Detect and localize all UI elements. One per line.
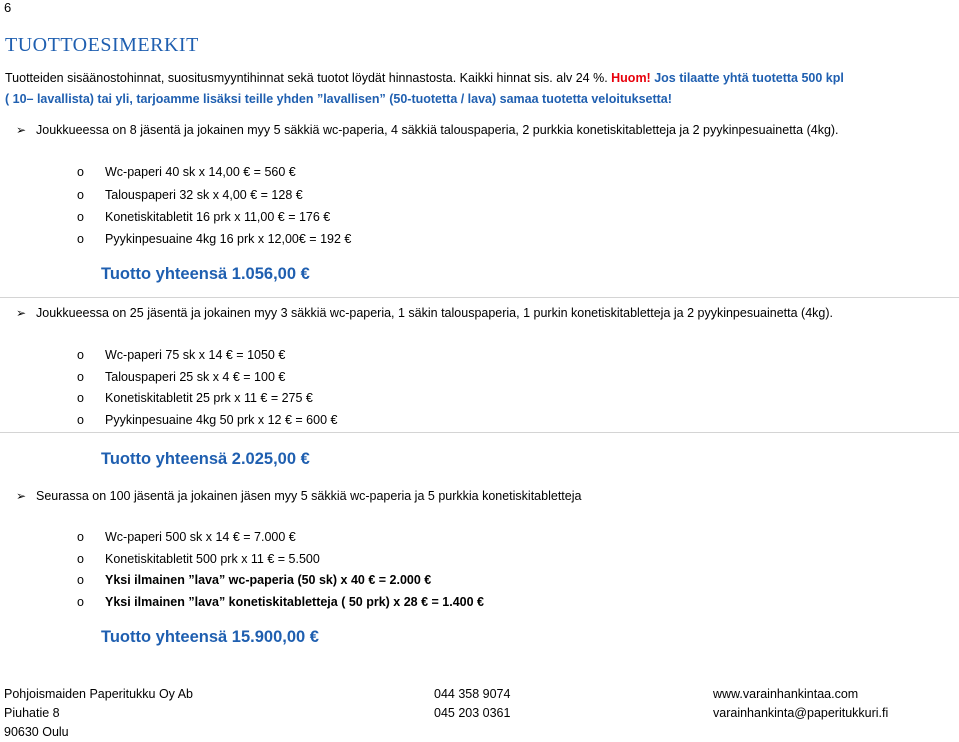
example-1-description: Joukkueessa on 8 jäsentä ja jokainen myy 5 säkkiä wc-paperia, 4 säkkiä talouspaperia, 2 purkkia konetiskitabletteja ja 2 pyykinpesuainetta (4kg). bbox=[36, 123, 839, 137]
circle-bullet-icon: o bbox=[77, 552, 84, 566]
page-title: TUOTTOESIMERKIT bbox=[5, 34, 199, 56]
circle-bullet-icon: o bbox=[77, 391, 84, 405]
intro-text: Tuotteiden sisäänostohinnat, suositusmyyntihinnat sekä tuotot löydät hinnastosta. Kaikki hinnat sis. alv 24 %. bbox=[5, 71, 612, 85]
phone-number[interactable]: 045 203 0361 bbox=[434, 706, 511, 720]
arrow-bullet-icon: ➢ bbox=[16, 489, 27, 503]
list-item: o Yksi ilmainen ”lava” wc-paperia (50 sk) x 40 € = 2.000 € bbox=[0, 573, 431, 587]
footer-phones bbox=[434, 685, 510, 723]
website-link[interactable]: www.varainhankintaa.com bbox=[713, 687, 859, 701]
list-item: o Konetiskitabletit 25 prk x 11 € = 275 € bbox=[0, 391, 313, 405]
circle-bullet-icon: o bbox=[77, 530, 84, 544]
intro-paragraph bbox=[5, 68, 955, 110]
list-item: o Pyykinpesuaine 4kg 16 prk x 12,00€ = 192 € bbox=[0, 232, 351, 246]
list-item: o Wc-paperi 500 sk x 14 € = 7.000 € bbox=[0, 530, 296, 544]
list-item: o Konetiskitabletit 16 prk x 11,00 € = 176 € bbox=[0, 210, 330, 224]
intro-offer-text: Jos tilaatte yhtä tuotetta 500 kpl bbox=[650, 71, 844, 85]
list-item: o Konetiskitabletit 500 prk x 11 € = 5.500 bbox=[0, 552, 320, 566]
arrow-bullet-icon: ➢ bbox=[16, 306, 27, 320]
example-2-total: Tuotto yhteensä 2.025,00 € bbox=[101, 450, 310, 468]
circle-bullet-icon: o bbox=[77, 210, 84, 224]
list-item: o Talouspaperi 25 sk x 4 € = 100 € bbox=[0, 370, 285, 384]
example-3-description: Seurassa on 100 jäsentä ja jokainen jäsen myy 5 säkkiä wc-paperia ja 5 purkkia konetiskitabletteja bbox=[36, 489, 582, 503]
phone-number[interactable]: 044 358 9074 bbox=[434, 687, 511, 701]
example-2-description: Joukkueessa on 25 jäsentä ja jokainen myy 3 säkkiä wc-paperia, 1 säkin talouspaperia, 1 purkin konetiskitabletteja ja 2 pyykinpesuainetta (4kg). bbox=[36, 306, 833, 320]
list-item: o Talouspaperi 32 sk x 4,00 € = 128 € bbox=[0, 188, 303, 202]
divider bbox=[0, 432, 959, 433]
example-2-bullet bbox=[0, 306, 959, 320]
example-3-total: Tuotto yhteensä 15.900,00 € bbox=[101, 628, 319, 646]
example-1-total: Tuotto yhteensä 1.056,00 € bbox=[101, 265, 310, 283]
circle-bullet-icon: o bbox=[77, 165, 84, 179]
circle-bullet-icon: o bbox=[77, 413, 84, 427]
list-item: o Pyykinpesuaine 4kg 50 prk x 12 € = 600 € bbox=[0, 413, 337, 427]
company-name: Pohjoismaiden Paperitukku Oy Ab bbox=[4, 687, 193, 701]
circle-bullet-icon: o bbox=[77, 348, 84, 362]
footer-contacts bbox=[713, 685, 888, 723]
circle-bullet-icon: o bbox=[77, 232, 84, 246]
divider bbox=[0, 297, 959, 298]
arrow-bullet-icon: ➢ bbox=[16, 123, 27, 137]
circle-bullet-icon: o bbox=[77, 595, 84, 609]
list-item: o Wc-paperi 40 sk x 14,00 € = 560 € bbox=[0, 165, 296, 179]
page-number: 6 bbox=[4, 0, 12, 15]
list-item: o Wc-paperi 75 sk x 14 € = 1050 € bbox=[0, 348, 285, 362]
example-3-bullet bbox=[0, 489, 959, 503]
list-item: o Yksi ilmainen ”lava” konetiskitabletteja ( 50 prk) x 28 € = 1.400 € bbox=[0, 595, 484, 609]
example-1-bullet bbox=[0, 123, 959, 137]
huom-label: Huom! bbox=[611, 71, 651, 85]
circle-bullet-icon: o bbox=[77, 573, 84, 587]
city-address: 90630 Oulu bbox=[4, 725, 69, 739]
email-link[interactable]: varainhankinta@paperitukkuri.fi bbox=[713, 706, 889, 720]
intro-offer-text-2: ( 10– lavallista) tai yli, tarjoamme lisäksi teille yhden ”lavallisen” (50-tuotetta / lava) samaa tuotetta veloituksetta! bbox=[5, 92, 672, 106]
circle-bullet-icon: o bbox=[77, 188, 84, 202]
street-address: Piuhatie 8 bbox=[4, 706, 60, 720]
circle-bullet-icon: o bbox=[77, 370, 84, 384]
footer-address bbox=[4, 685, 193, 742]
